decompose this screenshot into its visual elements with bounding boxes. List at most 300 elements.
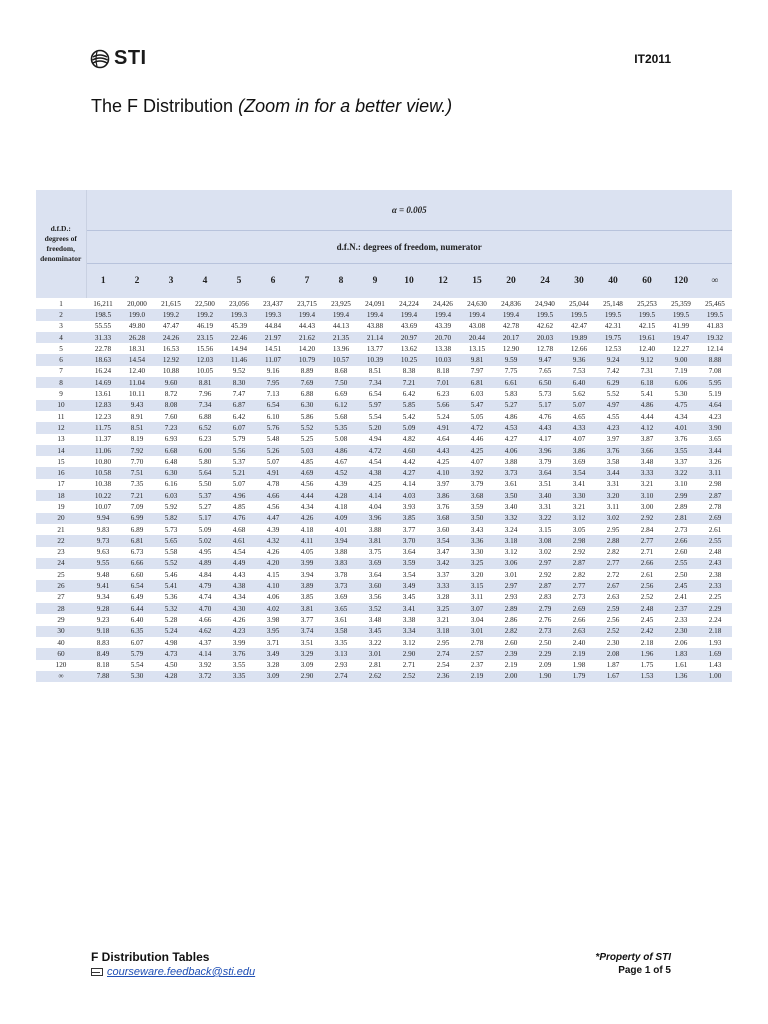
table-cell: 1.36 xyxy=(664,671,698,682)
sti-logo xyxy=(90,47,147,70)
table-cell: 3.29 xyxy=(290,648,324,659)
table-cell: 7.75 xyxy=(494,366,528,377)
table-cell: 3.09 xyxy=(290,660,324,671)
table-cell: 6.12 xyxy=(324,400,358,411)
table-cell: 5.73 xyxy=(528,388,562,399)
table-cell: 6.73 xyxy=(120,547,154,558)
table-cell: 199.4 xyxy=(426,309,460,320)
table-cell: 1.98 xyxy=(562,660,596,671)
table-cell: 2.71 xyxy=(630,547,664,558)
table-cell: 7.31 xyxy=(630,366,664,377)
table-cell: 2.40 xyxy=(562,637,596,648)
table-cell: 2.42 xyxy=(630,626,664,637)
table-cell: 4.65 xyxy=(562,411,596,422)
table-cell: 5.19 xyxy=(698,388,732,399)
table-cell: 3.76 xyxy=(426,501,460,512)
table-cell: 4.05 xyxy=(290,547,324,558)
table-cell: 4.52 xyxy=(324,467,358,478)
table-cell: 5.52 xyxy=(154,558,188,569)
table-cell: 41.99 xyxy=(664,321,698,332)
table-cell: 42.78 xyxy=(494,321,528,332)
table-cell: 2.18 xyxy=(630,637,664,648)
column-header: 120 xyxy=(664,264,698,299)
table-cell: 45.39 xyxy=(222,321,256,332)
table-cell: 2.50 xyxy=(664,569,698,580)
table-cell: 4.06 xyxy=(256,592,290,603)
table-cell: 6.16 xyxy=(154,479,188,490)
table-cell: 4.66 xyxy=(188,614,222,625)
table-cell: 25,044 xyxy=(562,298,596,309)
table-cell: 7.13 xyxy=(256,388,290,399)
column-header: 2 xyxy=(120,264,154,299)
table-cell: 23,715 xyxy=(290,298,324,309)
column-header: 30 xyxy=(562,264,596,299)
table-cell: 7.95 xyxy=(256,377,290,388)
table-cell: 2.98 xyxy=(698,479,732,490)
column-header: 9 xyxy=(358,264,392,299)
table-cell: 3.99 xyxy=(222,637,256,648)
table-cell: 5.76 xyxy=(256,422,290,433)
table-cell: 14.54 xyxy=(120,354,154,365)
property-note: *Property of STI xyxy=(595,952,671,963)
table-cell: 5.92 xyxy=(154,501,188,512)
table-cell: 3.20 xyxy=(460,569,494,580)
table-cell: 2.78 xyxy=(460,637,494,648)
table-cell: 6.03 xyxy=(154,490,188,501)
table-cell: 44.84 xyxy=(256,321,290,332)
table-cell: 3.98 xyxy=(256,614,290,625)
table-cell: 3.13 xyxy=(324,648,358,659)
table-cell: 2.36 xyxy=(426,671,460,682)
table-cell: 43.88 xyxy=(358,321,392,332)
footer-right xyxy=(595,952,671,976)
table-cell: 4.25 xyxy=(358,479,392,490)
table-cell: 5.02 xyxy=(188,535,222,546)
table-cell: 42.31 xyxy=(596,321,630,332)
table-cell: 4.60 xyxy=(392,445,426,456)
table-cell: 4.54 xyxy=(222,547,256,558)
table-cell: 4.26 xyxy=(256,547,290,558)
table-cell: 7.96 xyxy=(188,388,222,399)
table-cell: 4.96 xyxy=(222,490,256,501)
table-cell: 3.21 xyxy=(562,501,596,512)
table-cell: 2.08 xyxy=(596,648,630,659)
table-cell: 2.37 xyxy=(664,603,698,614)
table-row xyxy=(36,411,732,422)
table-cell: 44.43 xyxy=(290,321,324,332)
table-cell: 3.88 xyxy=(494,456,528,467)
table-cell: 3.22 xyxy=(664,467,698,478)
table-cell: 4.64 xyxy=(426,434,460,445)
table-cell: 8.19 xyxy=(120,434,154,445)
row-header-cell: 22 xyxy=(36,535,86,546)
table-cell: 9.47 xyxy=(528,354,562,365)
table-cell: 10.25 xyxy=(392,354,426,365)
table-cell: 3.88 xyxy=(324,547,358,558)
table-cell: 5.05 xyxy=(460,411,494,422)
table-cell: 2.39 xyxy=(494,648,528,659)
table-cell: 3.26 xyxy=(698,456,732,467)
row-header-cell: 19 xyxy=(36,501,86,512)
row-header-cell: 28 xyxy=(36,603,86,614)
table-cell: 3.49 xyxy=(256,648,290,659)
table-cell: 3.50 xyxy=(460,513,494,524)
table-cell: 3.55 xyxy=(664,445,698,456)
row-header-cell: 12 xyxy=(36,422,86,433)
table-cell: 199.4 xyxy=(324,309,358,320)
table-cell: 4.56 xyxy=(290,479,324,490)
table-cell: 4.10 xyxy=(256,580,290,591)
table-cell: 10.57 xyxy=(324,354,358,365)
table-cell: 22.78 xyxy=(86,343,120,354)
table-cell: 4.85 xyxy=(222,501,256,512)
table-cell: 2.41 xyxy=(664,592,698,603)
table-cell: 6.29 xyxy=(596,377,630,388)
table-cell: 7.69 xyxy=(290,377,324,388)
table-cell: 2.79 xyxy=(528,603,562,614)
table-cell: 2.30 xyxy=(664,626,698,637)
table-cell: 12.92 xyxy=(154,354,188,365)
table-cell: 3.11 xyxy=(460,592,494,603)
table-cell: 4.37 xyxy=(188,637,222,648)
column-header: 7 xyxy=(290,264,324,299)
table-cell: 4.78 xyxy=(256,479,290,490)
table-cell: 3.76 xyxy=(596,445,630,456)
table-cell: 3.15 xyxy=(528,524,562,535)
table-cell: 4.23 xyxy=(698,411,732,422)
table-cell: 8.68 xyxy=(324,366,358,377)
table-cell: 13.15 xyxy=(460,343,494,354)
table-cell: 44.13 xyxy=(324,321,358,332)
table-row xyxy=(36,513,732,524)
table-cell: 8.72 xyxy=(154,388,188,399)
table-row xyxy=(36,660,732,671)
table-cell: 3.05 xyxy=(562,524,596,535)
table-cell: 3.06 xyxy=(494,558,528,569)
table-cell: 2.24 xyxy=(698,614,732,625)
table-cell: 46.19 xyxy=(188,321,222,332)
table-cell: 21,615 xyxy=(154,298,188,309)
table-cell: 2.74 xyxy=(324,671,358,682)
table-row xyxy=(36,456,732,467)
table-cell: 3.33 xyxy=(426,580,460,591)
column-header: 15 xyxy=(460,264,494,299)
table-cell: 2.56 xyxy=(596,614,630,625)
table-cell: 22.46 xyxy=(222,332,256,343)
table-cell: 6.42 xyxy=(222,411,256,422)
table-cell: 9.81 xyxy=(460,354,494,365)
table-cell: 23,437 xyxy=(256,298,290,309)
table-cell: 3.96 xyxy=(528,445,562,456)
table-cell: 10.07 xyxy=(86,501,120,512)
table-cell: 3.88 xyxy=(358,524,392,535)
table-cell: 24,224 xyxy=(392,298,426,309)
table-cell: 5.79 xyxy=(222,434,256,445)
table-cell: 3.54 xyxy=(392,569,426,580)
table-cell: 6.07 xyxy=(222,422,256,433)
table-cell: 5.30 xyxy=(120,671,154,682)
row-header-cell: 26 xyxy=(36,580,86,591)
table-cell: 12.90 xyxy=(494,343,528,354)
corner-line: denominator xyxy=(40,254,82,264)
row-header-cell: 6 xyxy=(36,354,86,365)
table-cell: 3.48 xyxy=(358,614,392,625)
column-header: 6 xyxy=(256,264,290,299)
table-cell: 6.81 xyxy=(120,535,154,546)
table-cell: 5.07 xyxy=(562,400,596,411)
table-cell: 4.94 xyxy=(358,434,392,445)
feedback-row xyxy=(91,966,255,978)
row-header-cell: 4 xyxy=(36,332,86,343)
table-cell: 7.70 xyxy=(120,456,154,467)
table-cell: 47.47 xyxy=(154,321,188,332)
row-header-cell: 20 xyxy=(36,513,86,524)
table-cell: 9.34 xyxy=(86,592,120,603)
table-cell: 13.62 xyxy=(392,343,426,354)
table-cell: 5.17 xyxy=(188,513,222,524)
table-cell: 3.81 xyxy=(358,535,392,546)
table-body xyxy=(36,298,732,682)
table-cell: 3.12 xyxy=(392,637,426,648)
table-cell: 7.88 xyxy=(86,671,120,682)
table-cell: 4.25 xyxy=(426,456,460,467)
table-cell: 7.19 xyxy=(664,366,698,377)
table-cell: 3.69 xyxy=(358,558,392,569)
table-cell: 2.48 xyxy=(698,547,732,558)
row-header-cell: 8 xyxy=(36,377,86,388)
table-cell: 4.56 xyxy=(256,501,290,512)
table-cell: 6.40 xyxy=(562,377,596,388)
table-cell: 3.10 xyxy=(664,479,698,490)
table-cell: 14.69 xyxy=(86,377,120,388)
table-cell: 42.62 xyxy=(528,321,562,332)
table-cell: 2.90 xyxy=(392,648,426,659)
table-cell: 20.97 xyxy=(392,332,426,343)
table-cell: 14.94 xyxy=(222,343,256,354)
table-cell: 11.06 xyxy=(86,445,120,456)
table-cell: 4.20 xyxy=(256,558,290,569)
table-cell: 11.46 xyxy=(222,354,256,365)
table-cell: 3.55 xyxy=(222,660,256,671)
table-cell: 3.96 xyxy=(358,513,392,524)
row-header-cell: 21 xyxy=(36,524,86,535)
table-cell: 3.12 xyxy=(562,513,596,524)
table-cell: 3.69 xyxy=(562,456,596,467)
table-cell: 1.79 xyxy=(562,671,596,682)
table-cell: 6.49 xyxy=(120,592,154,603)
table-cell: 8.38 xyxy=(392,366,426,377)
table-cell: 3.77 xyxy=(392,524,426,535)
table-cell: 199.5 xyxy=(664,309,698,320)
table-cell: 4.43 xyxy=(426,445,460,456)
table-cell: 25,465 xyxy=(698,298,732,309)
row-header-cell: 40 xyxy=(36,637,86,648)
table-cell: 4.50 xyxy=(154,660,188,671)
feedback-email-link[interactable]: courseware.feedback@sti.edu xyxy=(107,966,256,978)
mail-icon xyxy=(91,968,103,976)
table-cell: 4.28 xyxy=(154,671,188,682)
table-cell: 1.69 xyxy=(698,648,732,659)
table-cell: 5.48 xyxy=(256,434,290,445)
table-cell: 4.07 xyxy=(460,456,494,467)
table-cell: 6.87 xyxy=(222,400,256,411)
table-row xyxy=(36,501,732,512)
table-cell: 3.78 xyxy=(324,569,358,580)
table-cell: 2.66 xyxy=(562,614,596,625)
table-cell: 199.2 xyxy=(154,309,188,320)
table-cell: 4.47 xyxy=(256,513,290,524)
table-cell: 10.39 xyxy=(358,354,392,365)
table-cell: 4.14 xyxy=(188,648,222,659)
table-cell: 14.20 xyxy=(290,343,324,354)
table-cell: 9.55 xyxy=(86,558,120,569)
table-cell: 3.20 xyxy=(596,490,630,501)
table-cell: 2.73 xyxy=(562,592,596,603)
table-cell: 3.68 xyxy=(460,490,494,501)
table-cell: 5.27 xyxy=(188,501,222,512)
table-cell: 18.31 xyxy=(120,343,154,354)
table-cell: 5.24 xyxy=(426,411,460,422)
table-row xyxy=(36,309,732,320)
table-cell: 3.49 xyxy=(392,580,426,591)
logo-text: STI xyxy=(114,47,147,69)
table-row xyxy=(36,603,732,614)
table-cell: 42.47 xyxy=(562,321,596,332)
table-cell: 3.97 xyxy=(596,434,630,445)
table-cell: 21.35 xyxy=(324,332,358,343)
table-cell: 3.48 xyxy=(630,456,664,467)
table-cell: 3.44 xyxy=(698,445,732,456)
table-cell: 8.51 xyxy=(358,366,392,377)
row-header-cell: 25 xyxy=(36,569,86,580)
table-cell: 4.86 xyxy=(630,400,664,411)
column-header: 4 xyxy=(188,264,222,299)
row-header-cell: 14 xyxy=(36,445,86,456)
table-cell: 3.18 xyxy=(494,535,528,546)
table-cell: 3.79 xyxy=(460,479,494,490)
table-cell: 19.89 xyxy=(562,332,596,343)
table-row xyxy=(36,637,732,648)
table-cell: 5.56 xyxy=(222,445,256,456)
table-cell: 2.76 xyxy=(528,614,562,625)
table-cell: 2.89 xyxy=(494,603,528,614)
table-cell: 7.01 xyxy=(426,377,460,388)
corner-header xyxy=(36,190,86,298)
table-cell: 3.11 xyxy=(698,467,732,478)
table-cell: 4.18 xyxy=(324,501,358,512)
table-cell: 5.64 xyxy=(188,467,222,478)
table-cell: 1.96 xyxy=(630,648,664,659)
table-cell: 3.12 xyxy=(494,547,528,558)
table-row xyxy=(36,479,732,490)
table-cell: 3.00 xyxy=(630,501,664,512)
table-cell: 2.93 xyxy=(324,660,358,671)
table-row xyxy=(36,592,732,603)
table-cell: 2.66 xyxy=(630,558,664,569)
table-cell: 16.53 xyxy=(154,343,188,354)
table-cell: 2.89 xyxy=(664,501,698,512)
table-cell: 4.72 xyxy=(358,445,392,456)
table-cell: 2.50 xyxy=(528,637,562,648)
table-cell: 2.66 xyxy=(664,535,698,546)
table-cell: 4.49 xyxy=(222,558,256,569)
table-cell: 6.03 xyxy=(460,388,494,399)
table-cell: 9.24 xyxy=(596,354,630,365)
table-row xyxy=(36,580,732,591)
table-cell: 8.18 xyxy=(86,660,120,671)
table-cell: 9.18 xyxy=(86,626,120,637)
f-distribution-table-image xyxy=(36,190,732,825)
table-cell: 9.83 xyxy=(86,524,120,535)
column-header: 20 xyxy=(494,264,528,299)
table-cell: 1.00 xyxy=(698,671,732,682)
table-row xyxy=(36,569,732,580)
table-cell: 2.55 xyxy=(698,535,732,546)
table-cell: 6.10 xyxy=(256,411,290,422)
table-cell: 6.00 xyxy=(188,445,222,456)
table-cell: 199.3 xyxy=(222,309,256,320)
table-cell: 2.78 xyxy=(698,501,732,512)
row-header-cell: 18 xyxy=(36,490,86,501)
table-cell: 4.34 xyxy=(290,501,324,512)
table-cell: 5.73 xyxy=(154,524,188,535)
table-cell: 9.41 xyxy=(86,580,120,591)
table-cell: 5.54 xyxy=(120,660,154,671)
table-cell: 2.99 xyxy=(664,490,698,501)
table-cell: 2.73 xyxy=(664,524,698,535)
table-cell: 6.88 xyxy=(290,388,324,399)
table-cell: 6.52 xyxy=(188,422,222,433)
table-cell: 7.35 xyxy=(120,479,154,490)
table-cell: 8.18 xyxy=(426,366,460,377)
column-header: 24 xyxy=(528,264,562,299)
table-cell: 4.38 xyxy=(358,467,392,478)
table-cell: 3.64 xyxy=(392,547,426,558)
table-cell: 2.88 xyxy=(596,535,630,546)
table-cell: 2.30 xyxy=(596,637,630,648)
table-cell: 10.03 xyxy=(426,354,460,365)
table-cell: 55.55 xyxy=(86,321,120,332)
column-header: 12 xyxy=(426,264,460,299)
table-cell: 199.5 xyxy=(528,309,562,320)
table-cell: 7.34 xyxy=(358,377,392,388)
table-cell: 6.48 xyxy=(154,456,188,467)
table-cell: 2.71 xyxy=(392,660,426,671)
table-cell: 3.18 xyxy=(426,626,460,637)
title-note: (Zoom in for a better view.) xyxy=(238,96,453,116)
table-row xyxy=(36,388,732,399)
table-cell: 10.79 xyxy=(290,354,324,365)
table-cell: 3.71 xyxy=(256,637,290,648)
table-cell: 3.81 xyxy=(290,603,324,614)
table-cell: 2.00 xyxy=(494,671,528,682)
table-cell: 10.38 xyxy=(86,479,120,490)
table-cell: 31.33 xyxy=(86,332,120,343)
table-cell: 4.27 xyxy=(494,434,528,445)
table-cell: 20.03 xyxy=(528,332,562,343)
table-cell: 20,000 xyxy=(120,298,154,309)
table-cell: 5.24 xyxy=(154,626,188,637)
table-cell: 6.40 xyxy=(120,614,154,625)
table-cell: 2.48 xyxy=(630,603,664,614)
table-cell: 18.63 xyxy=(86,354,120,365)
table-cell: 5.68 xyxy=(324,411,358,422)
table-cell: 8.30 xyxy=(222,377,256,388)
table-cell: 4.42 xyxy=(392,456,426,467)
table-cell: 7.97 xyxy=(460,366,494,377)
table-cell: 199.4 xyxy=(392,309,426,320)
table-cell: 2.92 xyxy=(630,513,664,524)
